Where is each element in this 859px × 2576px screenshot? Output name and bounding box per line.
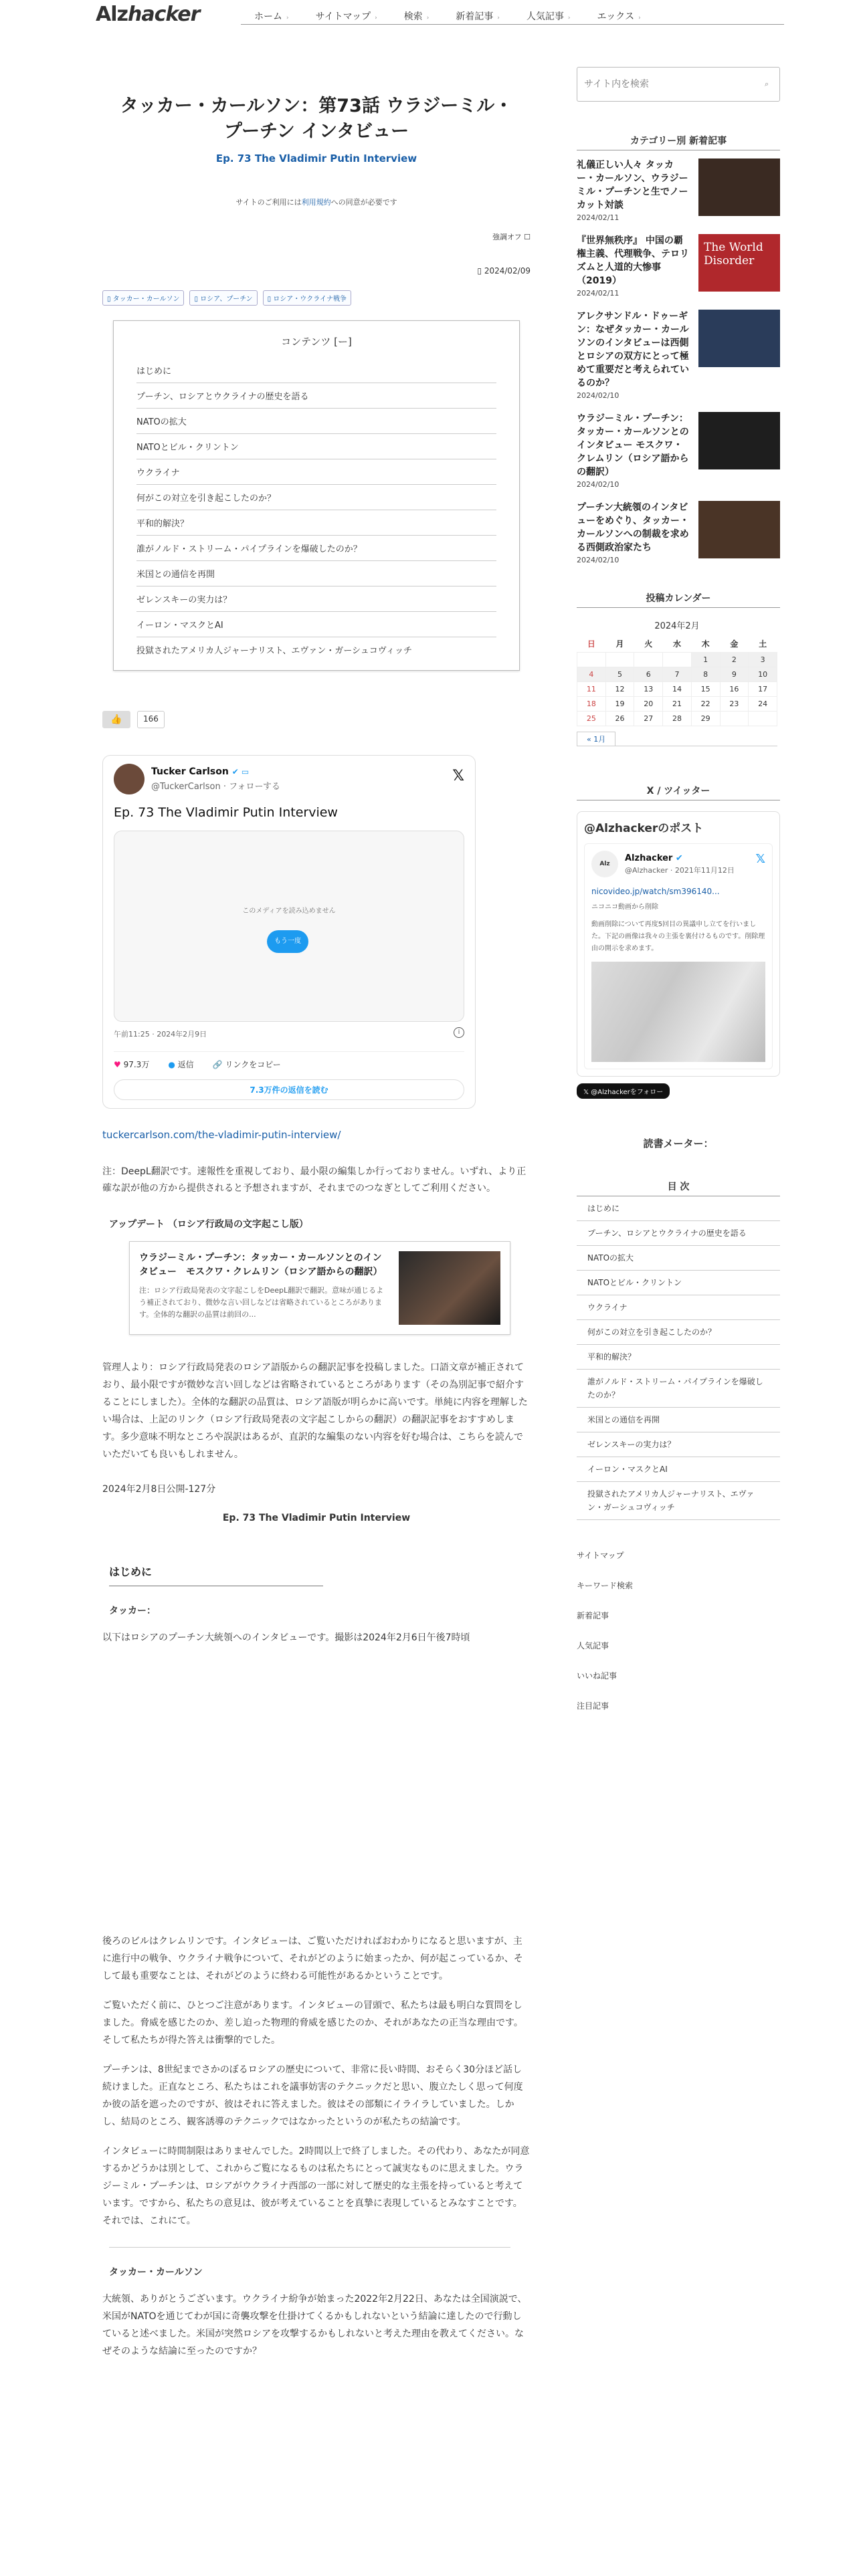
- tweet-avatar[interactable]: [114, 764, 145, 794]
- sidebar-toc-item[interactable]: NATOの拡大: [577, 1246, 780, 1271]
- calendar-day[interactable]: 3: [749, 653, 777, 667]
- tweet-handle[interactable]: @TuckerCarlson · フォローする: [151, 782, 280, 792]
- sidebar-toc-item[interactable]: はじめに: [577, 1196, 780, 1221]
- toc-item[interactable]: はじめに: [136, 358, 496, 383]
- tag-list: [102, 290, 531, 306]
- x-post-link[interactable]: nicovideo.jp/watch/sm396140...: [591, 887, 720, 896]
- nav-popular[interactable]: 人気記事 ›: [526, 11, 571, 22]
- sidebar-toc: [577, 1180, 780, 1520]
- x-name[interactable]: Alzhacker ✔: [625, 853, 683, 863]
- update-heading: アップデート （ロシア行政局の文字起こし版）: [109, 1219, 308, 1230]
- sidebar-toc-item[interactable]: 平和的解決？: [577, 1345, 780, 1370]
- calendar-day: [720, 712, 749, 726]
- calendar-day[interactable]: 2: [720, 653, 749, 667]
- calendar-day[interactable]: 1: [691, 653, 720, 667]
- calendar-day: 17: [749, 682, 777, 697]
- reply-icon: ●: [168, 1060, 175, 1069]
- weekday-label: 金: [730, 639, 739, 649]
- category-heading: カテゴリー別 新着記事: [577, 134, 780, 150]
- calendar-day: [663, 653, 692, 667]
- verified-icon: ✔: [675, 853, 683, 863]
- retry-button[interactable]: もう一度: [267, 930, 308, 953]
- category-list: [577, 158, 780, 564]
- item-title[interactable]: プーチン大統領のインタビューをめぐり、タッカー・カールソンへの制裁を求める西側政治家たち: [577, 502, 689, 553]
- nav-divider: [241, 24, 784, 25]
- toc-item[interactable]: ゼレンスキーの実力は？: [136, 586, 496, 612]
- tweet-author[interactable]: Tucker Carlson ✔ ▭: [151, 766, 250, 777]
- calendar-day: 27: [634, 712, 663, 726]
- toc-item[interactable]: 米国との通信を再開: [136, 561, 496, 586]
- calendar-day: 19: [605, 697, 634, 712]
- calendar-day[interactable]: 11: [577, 682, 606, 697]
- tweet-text: Ep. 73 The Vladimir Putin Interview: [114, 805, 338, 820]
- tag-russia[interactable]: ▯ ロシア、プーチン: [189, 290, 257, 306]
- calendar-day: 26: [605, 712, 634, 726]
- calendar-day[interactable]: 7: [663, 667, 692, 682]
- toc-item[interactable]: NATOとビル・クリントン: [136, 434, 496, 459]
- toc-item[interactable]: プーチン、ロシアとウクライナの歴史を語る: [136, 383, 496, 409]
- calendar-prev-month: [577, 732, 777, 746]
- calendar-day[interactable]: 10: [749, 667, 777, 682]
- publish-info: 2024年2月8日公開-127分: [102, 1484, 216, 1495]
- reading-meter: 読書メーター：: [643, 1138, 714, 1150]
- verified-icon: ✔ ▭: [231, 767, 250, 776]
- card-title[interactable]: ウラジーミル・プーチン：タッカー・カールソンとのインタビュー モスクワ・クレムリン（ロシア語からの翻訳）: [139, 1253, 383, 1277]
- nav-search[interactable]: 検索 ›: [403, 11, 430, 22]
- paragraph: インタビューに時間制限はありませんでした。2時間以上で終了しました。その代わり、あなたが同意するかどうかは別として、これからご覧になるものは私たちにとって誠実なものに思えました。ウラジーミル・プーチンは、ロシアがウクライナ西部の一部に対して歴史的な主張を持っていると考えています。ですから、私たちの意見は、彼が考えていることを真摯に表現しているとみなすことです。それでは、これにて。: [102, 2146, 530, 2226]
- card-description: 注：ロシア行政局発表の文字起こしをDeepL翻訳で翻訳。意味が通じるよう補正されており、微妙な言い回しなどは省略されているところがあります。全体的な翻訳の品質は前回の...: [139, 1286, 384, 1319]
- item-thumbnail[interactable]: [698, 158, 780, 216]
- toc-item[interactable]: 投獄されたアメリカ人ジャーナリスト、エヴァン・ガーシュコヴィッチ: [136, 646, 412, 656]
- intro-paragraph: 以下はロシアのプーチン大統領へのインタビューです。撮影は2024年2月6日午後7時頃: [102, 1632, 470, 1643]
- x-post-sub: ニコニコ動画から削除: [591, 903, 658, 911]
- nav-sitemap[interactable]: サイトマップ ›: [315, 11, 377, 22]
- item-title[interactable]: ウラジーミル・プーチン：タッカー・カールソンとのインタビュー モスクワ・クレムリン（ロシア語からの翻訳）: [577, 413, 689, 477]
- item-thumbnail[interactable]: [698, 310, 780, 367]
- calendar-day: 16: [720, 682, 749, 697]
- paragraph: 後ろのビルはクレムリンです。インタビューは、ご覧いただければおわかりになると思いますが、主に進行中の戦争、ウクライナ戦争について、それがどのように始まったか、何が起こっているか、そして最も重要なことは、それがどのように終わる可能性があるかということです。: [102, 1936, 523, 1981]
- item-date: 2024/02/10: [577, 391, 619, 400]
- link-new-posts[interactable]: 新着記事: [577, 1611, 609, 1620]
- x-timeline-title[interactable]: @Alzhackerのポスト: [584, 822, 704, 835]
- item-date: 2024/02/11: [577, 289, 619, 298]
- emphasis-toggle[interactable]: 強調オフ ☐: [492, 233, 531, 241]
- embedded-tweet: [102, 755, 476, 1109]
- translation-note: 注：DeepL翻訳です。速報性を重視しており、最小限の編集しか行っておりません。いずれ、より正確な訳が他の方から提供されると予想されますが、それまでのつなぎとしてご利用ください。: [102, 1166, 527, 1194]
- weekday-label: 月: [615, 639, 624, 649]
- calendar-day[interactable]: 9: [720, 667, 749, 682]
- terms-note: サイトのご利用には利用規約への同意が必要です: [235, 198, 397, 207]
- info-icon[interactable]: i: [454, 1027, 464, 1038]
- sidebar-toc-item[interactable]: 投獄されたアメリカ人ジャーナリスト、エヴァン・ガーシュコヴィッチ: [577, 1482, 780, 1520]
- sidebar-toc-item[interactable]: NATOとビル・クリントン: [577, 1271, 780, 1295]
- site-logo[interactable]: Alzhacker: [96, 3, 200, 26]
- like-count: 166: [137, 711, 165, 728]
- item-thumbnail[interactable]: [698, 501, 780, 558]
- list-item[interactable]: [577, 158, 780, 222]
- calendar-day[interactable]: 8: [691, 667, 720, 682]
- section-subtitle: Ep. 73 The Vladimir Putin Interview: [222, 1513, 411, 1523]
- toc-title[interactable]: コンテンツ [ー]: [281, 336, 352, 348]
- post-calendar: [577, 619, 777, 746]
- read-replies-button[interactable]: 7.3万件の返信を読む: [114, 1079, 464, 1100]
- sidebar-toc-item[interactable]: 誰がノルド・ストリーム・パイプラインを爆破したのか？: [577, 1370, 780, 1408]
- calendar-day: 21: [663, 697, 692, 712]
- weekday-label: 日: [587, 639, 595, 649]
- like-button[interactable]: [102, 711, 130, 728]
- toc-item[interactable]: NATOの拡大: [136, 409, 496, 434]
- item-date: 2024/02/10: [577, 480, 619, 489]
- list-item[interactable]: [577, 501, 780, 564]
- search-box: [577, 67, 780, 102]
- list-item[interactable]: [577, 412, 780, 489]
- x-post-text: 動画削除について再度5回目の異議申し立てを行いました。下記の画像は我々の主張を裏付けるものです。削除理由の開示を求めます。: [591, 921, 765, 952]
- item-date: 2024/02/11: [577, 213, 619, 222]
- link-popular[interactable]: 人気記事: [577, 1641, 609, 1650]
- calendar-day[interactable]: 6: [634, 667, 663, 682]
- tweet-header: [114, 764, 464, 794]
- calendar-day: 25: [577, 712, 606, 726]
- paragraph: ご覧いただく前に、ひとつご注意があります。インタビューの冒頭で、私たちは最も明白な質問をしました。脅威を感じたのか、差し迫った物理的脅威を感じたのか、それがあなたの正当な理由です。そして私たちが得た答えは衝撃的でした。: [102, 2000, 523, 2046]
- item-title[interactable]: 礼儀正しい人々 タッカー・カールソン、ウラジーミル・プーチンと生でノーカット対談: [577, 160, 688, 211]
- tweet-copy-link[interactable]: 🔗 リンクをコピー: [212, 1060, 281, 1069]
- calendar-day[interactable]: 5: [605, 667, 634, 682]
- admin-note: 管理人より：ロシア行政局発表のロシア語版からの翻訳記事を投稿しました。口語文章が補正されており、最小限ですが微妙な言い回しなどは省略されているところがあります（その為別記事で紹介することにしました）。全体的な翻訳の品質は、ロシア語版が明らかに高いです。単純に内容を理解したい場合は、上記のリンク（ロシア行政局発表の文字起こしからの翻訳）の翻訳記事をおすすめします。多少意味不明なところや誤訳はあるが、直訳的な編集のない内容を好む場合は、こちらを読んでいただいても良いもしれません。: [102, 1362, 528, 1460]
- calendar-heading: 投稿カレンダー: [577, 591, 780, 608]
- sidebar-links: [577, 1540, 780, 1721]
- item-thumbnail[interactable]: [698, 412, 780, 469]
- toc-item[interactable]: イーロン・マスクとAI: [136, 612, 496, 637]
- article-date: ▯ 2024/02/09: [477, 266, 531, 276]
- prev-month-link[interactable]: « 1月: [577, 732, 615, 746]
- toc-item[interactable]: 平和的解決？: [136, 510, 496, 536]
- like-bar: [102, 711, 531, 728]
- item-thumbnail[interactable]: The World Disorder: [698, 234, 780, 292]
- sidebar-toc-item[interactable]: 米国との通信を再開: [577, 1408, 780, 1432]
- link-liked[interactable]: いいね記事: [577, 1671, 617, 1681]
- calendar-day: 18: [577, 697, 606, 712]
- weekday-label: 水: [672, 639, 681, 649]
- x-logo-icon[interactable]: 𝕏: [452, 768, 464, 784]
- article: [102, 67, 531, 2360]
- heart-icon: ♥: [114, 1060, 121, 1069]
- calendar-day: 22: [691, 697, 720, 712]
- list-item[interactable]: [577, 234, 780, 298]
- section-divider: [109, 2247, 510, 2248]
- weekday-label: 火: [644, 639, 653, 649]
- tag-tucker[interactable]: ▯ タッカー・カールソン: [102, 290, 184, 306]
- link-icon: 🔗: [212, 1060, 223, 1069]
- speaker-label: タッカー・カールソン: [109, 2267, 203, 2278]
- tweet-reply[interactable]: ● 返信: [168, 1060, 194, 1069]
- sidebar-toc-item[interactable]: ゼレンスキーの実力は？: [577, 1432, 780, 1457]
- thumbs-up-icon: 👍: [110, 714, 122, 725]
- calendar-day: 20: [634, 697, 663, 712]
- toc-item[interactable]: ウクライナ: [136, 459, 496, 485]
- nav-home[interactable]: ホーム ›: [254, 11, 289, 22]
- link-sitemap[interactable]: サイトマップ: [577, 1551, 624, 1560]
- related-article-card[interactable]: [129, 1241, 510, 1335]
- calendar-day: 13: [634, 682, 663, 697]
- calendar-day: [605, 653, 634, 667]
- weekday-label: 木: [701, 639, 710, 649]
- intro-heading: はじめに: [109, 1564, 323, 1586]
- tweet-like[interactable]: ♥ 97.3万: [114, 1060, 150, 1069]
- calendar-day: 12: [605, 682, 634, 697]
- item-date: 2024/02/10: [577, 556, 619, 564]
- search-input[interactable]: [577, 68, 779, 101]
- calendar-caption: 2024年2月: [654, 621, 700, 631]
- sidebar-toc-item[interactable]: イーロン・マスクとAI: [577, 1457, 780, 1482]
- video-error-text: このメディアを読み込めません: [242, 907, 336, 915]
- article-title: タッカー・カールソン：第73話 ウラジーミル・プーチン インタビュー: [120, 96, 513, 142]
- x-post-photo[interactable]: [591, 962, 765, 1062]
- x-heading: X / ツイッター: [577, 784, 780, 800]
- calendar-day: [749, 712, 777, 726]
- x-avatar[interactable]: Alz: [591, 851, 618, 877]
- item-title[interactable]: アレクサンドル・ドゥーギン：なぜタッカー・カールソンのインタビューは西側とロシアの双方にとって極めて重要だと考えられているのか？: [577, 311, 689, 389]
- calendar-day: 14: [663, 682, 692, 697]
- card-thumbnail[interactable]: [399, 1251, 500, 1325]
- link-keyword-search[interactable]: キーワード検索: [577, 1581, 634, 1590]
- x-post[interactable]: [584, 843, 773, 1069]
- terms-link[interactable]: 利用規約: [301, 198, 331, 207]
- toc-item[interactable]: 何がこの対立を引き起こしたのか？: [136, 485, 496, 510]
- x-logo-icon[interactable]: 𝕏: [755, 852, 765, 866]
- x-handle: @Alzhacker · 2021年11月12日: [625, 865, 735, 875]
- tweet-meta: [114, 1029, 464, 1039]
- tweet-actions: [114, 1051, 464, 1070]
- nav-x[interactable]: エックス ›: [597, 11, 641, 22]
- paragraph: プーチンは、8世紀までさかのぼるロシアの歴史について、非常に長い時間、おそらく30分ほど話し続けました。正直なところ、私たちはこれを議事妨害のテクニックだと思い、腹立たしく思って何度か彼の話を遮ったのですが、彼はそれに答えました。彼はその部類にイライラしていました。しかし、結局のところ、観客誘導のテクニックではなかったというのが私たちの結論です。: [102, 2064, 523, 2127]
- toc-item[interactable]: 誰がノルド・ストリーム・パイプラインを爆破したのか？: [136, 536, 496, 561]
- tweet-timestamp[interactable]: 午前11:25 · 2024年2月9日: [114, 1030, 207, 1039]
- x-timeline: [577, 811, 780, 1077]
- article-subtitle: Ep. 73 The Vladimir Putin Interview: [215, 152, 417, 165]
- item-title[interactable]: 『世界無秩序』 中国の覇権主義、代理戦争、テロリズムと人道的大惨事（2019）: [577, 235, 689, 286]
- calendar-day: 15: [691, 682, 720, 697]
- site-header: [0, 0, 859, 31]
- sidebar: [577, 67, 780, 1721]
- source-link[interactable]: tuckercarlson.com/the-vladimir-putin-interview/: [102, 1129, 341, 1141]
- calendar-day: 28: [663, 712, 692, 726]
- calendar-day[interactable]: 4: [577, 667, 606, 682]
- paragraph: 大統領、ありがとうございます。ウクライナ紛争が始まった2022年2月22日、あなたは全国演説で、米国がNATOを通じてわが国に奇襲攻撃を仕掛けてくるかもしれないという結論に達したので行動していると述べました。米国が突然ロシアを攻撃するかもしれないと考えた理由を教えてください。なぜそのような結論に至ったのですか？: [102, 2294, 527, 2357]
- calendar-day: [577, 653, 606, 667]
- link-featured[interactable]: 注目記事: [577, 1701, 609, 1711]
- calendar-day: [634, 653, 663, 667]
- calendar-day: 24: [749, 697, 777, 712]
- speaker-label: タッカー：: [109, 1606, 156, 1616]
- follow-button[interactable]: 𝕏 @Alzhackerをフォロー: [577, 1083, 670, 1099]
- sidebar-toc-item[interactable]: ウクライナ: [577, 1295, 780, 1320]
- sidebar-toc-heading: 目 次: [577, 1180, 780, 1196]
- list-item[interactable]: [577, 310, 780, 400]
- sidebar-toc-item[interactable]: 何がこの対立を引き起こしたのか？: [577, 1320, 780, 1345]
- sidebar-toc-item[interactable]: プーチン、ロシアとウクライナの歴史を語る: [577, 1221, 780, 1246]
- calendar-day: 29: [691, 712, 720, 726]
- video-placeholder: [102, 1646, 531, 1921]
- weekday-label: 土: [759, 639, 767, 649]
- calendar-day: 23: [720, 697, 749, 712]
- table-of-contents: [113, 320, 520, 671]
- nav-new[interactable]: 新着記事 ›: [456, 11, 500, 22]
- tag-war[interactable]: ▯ ロシア・ウクライナ戦争: [263, 290, 351, 306]
- search-icon[interactable]: ⌕: [765, 80, 769, 88]
- tweet-video[interactable]: [114, 831, 464, 1022]
